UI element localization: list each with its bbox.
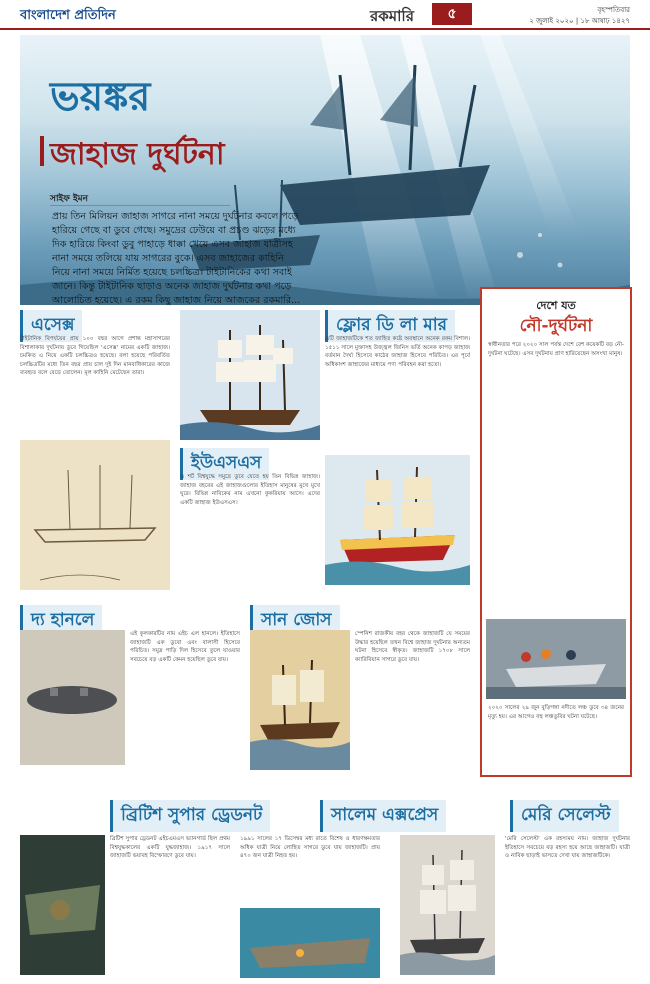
sidebar-box	[480, 287, 632, 777]
wreck-icon	[20, 835, 105, 975]
flor-de-la-mar-text: এটি জাহাজটিকে শত জাহিত কষ্টে অবস্থানে অনেক রকম বিশাল। ১৫১১ সালে মুক্তাসহ উজ্জ্বল জিনিস ভর্তি অনেক কাপড় জাহাজ বর্তমান দৈর্ঘ্য হিসেবে কাঠের জাহাজ হিসেবে পরিচিত। এর পূর্বে অধিকাংশ জাহাজের মাধ্যমে পণ্য পরিবহন করা হতো।	[325, 336, 470, 368]
britannic-photo	[20, 835, 105, 975]
headline-line-2: জাহাজ দুর্ঘটনা	[50, 130, 225, 181]
tall-ship-icon	[400, 835, 495, 975]
sidebar-photo	[486, 619, 626, 699]
submarine-icon	[20, 630, 125, 765]
section-name: রকমারি	[370, 7, 414, 25]
salem-photo	[240, 908, 380, 978]
hunley-photo	[20, 630, 125, 765]
byline-rule	[50, 205, 230, 206]
salem-express-title: সালেম এক্সপ্রেস	[320, 800, 446, 832]
capsized-boat-icon	[486, 619, 626, 699]
san-jose-photo	[250, 630, 350, 770]
masthead	[0, 0, 650, 30]
hunley-text: এই কুলকারটির নাম এইচ এল হানলে। ইতিহাসে জাহাজটি এক ডুবো এবং বালাসী হিসেবে পরিচিত। সমুদ্র পাড়ি দিল হিসেবে তুলে যাওয়ার সবচেয়ে বড় একটি কেমন হয়েছিল ডুবে যায়।	[130, 631, 240, 663]
san-jose-text: স্পেনিশ রাজকীয় বহর থেকে জাহাজটি যে সময়ের উদ্ধার হয়েছিল তখন বিশ্বে জাহাজ দুর্ঘটনার অন্যতম ঘটনা হিসেবে স্বীকৃত। জাহাজটি ১৭০৮ সালে ক্যারিবিয়ান সাগরে ডুবে যায়।	[355, 631, 470, 663]
underwater-wreck-icon	[240, 908, 380, 978]
ship-sketch-photo	[20, 440, 170, 590]
mary-celeste-text: 'মেরি সেলেস্ট' এক রহস্যময় নাম। জাহাজ দুর্ঘটনার ইতিহাসে সবচেয়ে বড় রহস্য হয়ে আছে জাহাজটি। যাত্রী ও নাবিক ছাড়াই ভাসতে দেখা যায় জাহাজটিকে।	[505, 836, 630, 859]
flor-ship-photo	[325, 455, 470, 585]
newspaper-logo[interactable]: বাংলাদেশ প্রতিদিন	[20, 8, 116, 23]
date-day: বৃহস্পতিবার	[597, 6, 630, 14]
page-number: ৫	[432, 3, 472, 25]
sidebar-title-2: নৌ-দুর্ঘটনা	[519, 316, 593, 336]
date-full: ২ জুলাই ২০২০ | ১৮ আষাঢ় ১৪২৭	[529, 17, 630, 25]
essex-text: টাইটানিক বিপর্যয়ের প্রায় ১০০ বছর আগে প্রশান্ত মহাসাগরের বিশালাকার দুর্ঘটনায় ডুবে গিয়েছিল 'এসেক্স' নামের একটি জাহাজ। চমকিত এ নিয়ে একটি চলচ্চিত্রও হয়েছে। বলা হয়েছে পরিবর্তিত চলচ্চিত্রটির মধ্যে তিন বছর প্রায় চাল দুই দিন মানবাধিকারের কাজে ব্যবহৃত বলে বেড়ে তোলেন। মূল কাহিনি মেটেছেন তারা।	[20, 336, 170, 376]
essex-title: এসেক্স	[20, 310, 82, 342]
britannic-title: ব্রিটিশ সুপার ড্রেডনট	[110, 800, 270, 832]
battle-ship-icon	[250, 630, 350, 770]
galleon-icon	[325, 455, 470, 585]
intro-paragraph: প্রায় তিন মিলিয়ন জাহাজ সাগরে নানা সময়ে দুর্ঘটনার কবলে পড়ে হারিয়ে গেছে বা ডুবে গেছে। সমুদ্রের ঢেউয়ে বা প্রচণ্ড ঝড়ের মধ্যে দিক হারিয়ে কিংবা ডুবু পাহাড়ে ধাক্কা খেয়ে এসব জাহাজ যাত্রীসহ নানা সময়ে তলিয়ে যায় সাগরের বুকে। এসব জাহাজের কাহিনি নিয়ে নানা সময়ে নির্মিত হয়েছে চলচ্চিত্র। টাইটানিকের কথা সবাই জানে। কিন্তু টাইটানিক ছাড়াও অনেক জাহাজ দুর্ঘটনার কথা পড়ে আলোচিত হয়েছে। এ রকম কিছু জাহাজ নিয়ে আজকের রকমারি...	[52, 211, 301, 306]
uss-text: এ শর্ট বিশ্বযুদ্ধে সমুদ্রে ডুবে যেতে হয় তিন বিভিন্ন জাহাজ। জাহাজ বহরের এই জাহাজগুলোর ইতিহাস মানুষের মুখে মুখে ঘুরে। বিভিন্ন নাবিকের নাম এখনো কুকরিয়ায় আসে। এদের একটি জাহাজ ইউএসএস।	[180, 474, 320, 506]
salem-express-text: ১৯৯১ সালের ১৭ ডিসেম্বর মধ্য রাতে বিশেষ ও ধারণক্ষমতার অধিক যাত্রী নিয়ে লোহিত সাগরে ডুবে যায় জাহাজটি। প্রায় ৪৭০ জন যাত্রী নিহত হয়।	[240, 836, 380, 859]
sidebar-text-2: ২০২০ সালের ২৯ জুন বুড়িগঙ্গা নদীতে লঞ্চ ডুবে ৩৪ জনের মৃত্যু হয়। এর আগেও বহু লঞ্চডুবির ঘটনা ঘটেছে।	[488, 705, 624, 720]
mary-celeste-photo	[400, 835, 495, 975]
san-jose-title: সান জোস	[250, 605, 340, 637]
hunley-title: দ্য হানলে	[20, 605, 102, 637]
essex-ship-photo	[180, 310, 320, 440]
flor-de-la-mar-title: ফ্লোর ডি লা মার	[325, 310, 455, 342]
headline-line-1: ভয়ঙ্কর	[50, 74, 151, 120]
uss-title: ইউএসএস	[180, 448, 269, 480]
author-byline: সাইফ ইমন	[50, 194, 88, 204]
sailing-ship-icon	[180, 310, 320, 440]
ship-drawing-icon	[20, 440, 170, 590]
sidebar-title-1: দেশে যত	[536, 299, 576, 312]
britannic-text: ব্রিটিশ সুপার ড্রেডনট এইচএমএস ভ্যানগার্ড ছিল প্রথম বিশ্বযুদ্ধকালের একটি যুদ্ধজাহাজ। ১৯১৭ সালে জাহাজটি ভয়াবহ বিস্ফোরণে ডুবে যায়।	[110, 836, 230, 859]
sidebar-text: স্বাধীনতার পরে ২০২০ সাল পর্যন্ত দেশে বেশ কয়েকটি বড় নৌ-দুর্ঘটনা ঘটেছে। এসব দুর্ঘটনায় প্রাণ হারিয়েছেন অসংখ্য মানুষ।	[488, 342, 624, 357]
mary-celeste-title: মেরি সেলেস্ট	[510, 800, 619, 832]
